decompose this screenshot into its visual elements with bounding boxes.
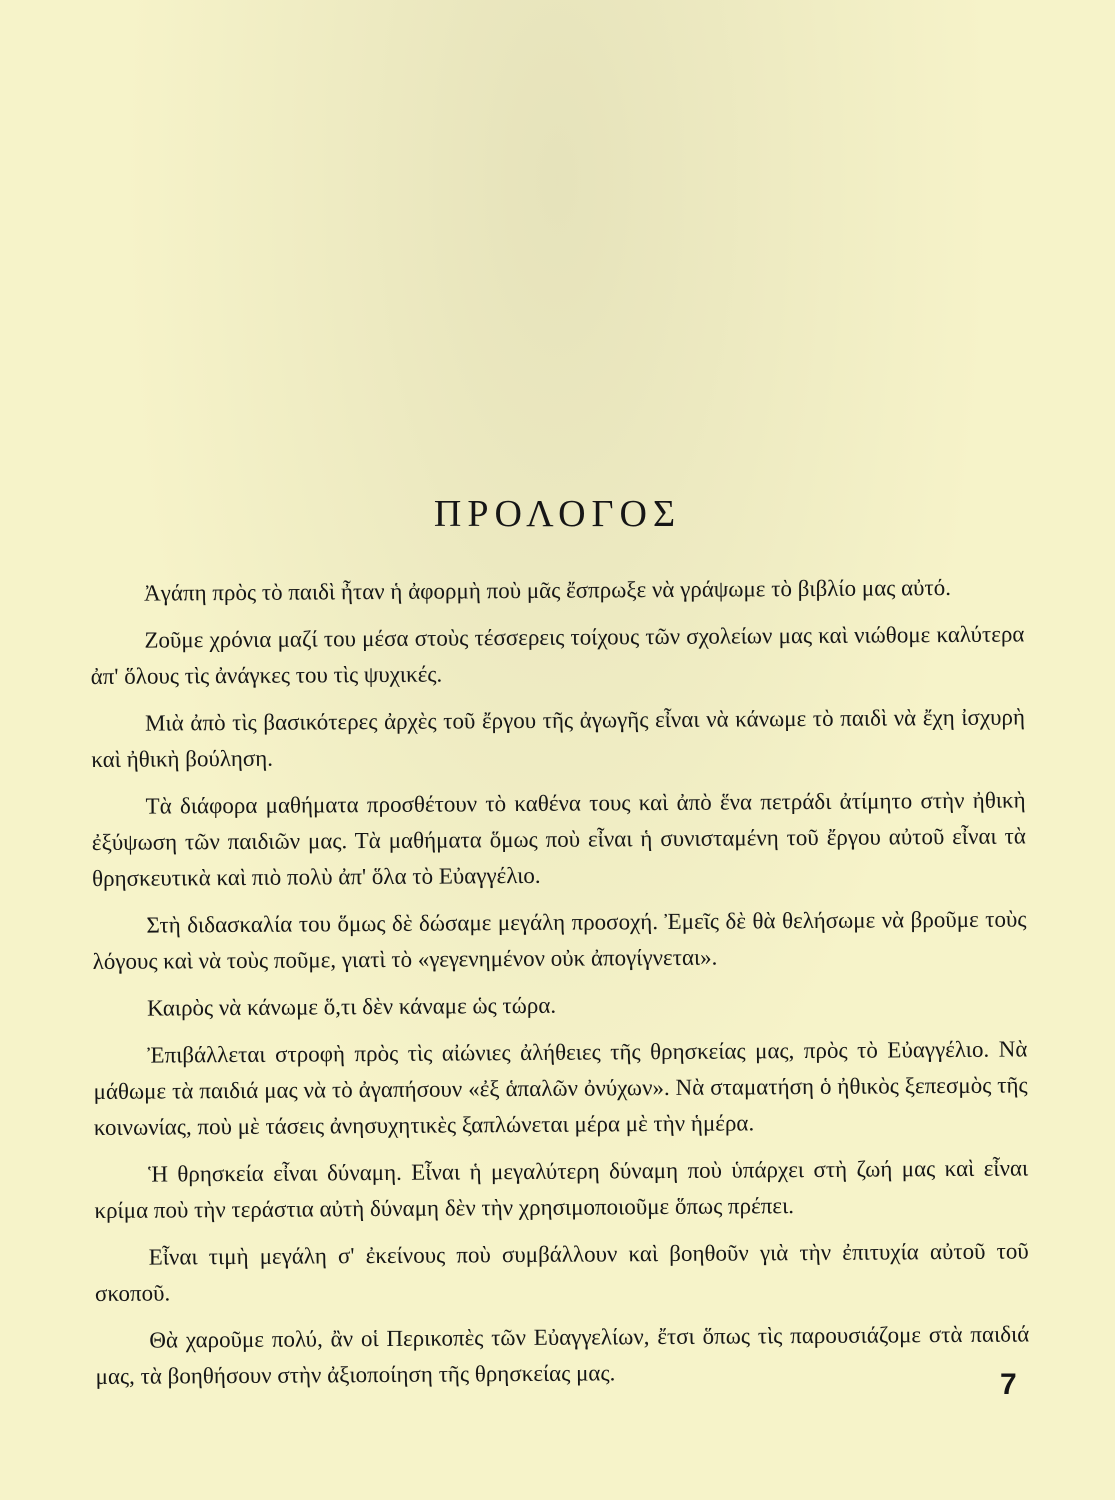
paragraph: Στὴ διδασκαλία του ὅμως δὲ δώσαμε μεγάλη προσοχή. Ἐμεῖς δὲ θὰ θελήσωμε νὰ βροῦμε τοὺς λόγους καὶ νὰ τοὺς ποῦμε, γιατὶ τὸ «γεγενημένον οὐκ ἀπογίγνεται».: [92, 906, 1027, 974]
prologue-text: [90, 569, 1030, 1406]
paragraph: Θὰ χαροῦμε πολύ, ἂν οἱ Περικοπὲς τῶν Εὐαγγελίων, ἔτσι ὅπως τὶς παρουσιάζομε στὰ παιδιά μας, τὰ βοηθήσουν στὴν ἀξιοποίηση τῆς θρησκείας μας.: [95, 1321, 1030, 1389]
page-number: 7: [1000, 1368, 1017, 1401]
paragraph: Ἡ θρησκεία εἶναι δύναμη. Εἶναι ἡ μεγαλύτερη δύναμη ποὺ ὑπάρχει στὴ ζωή μας καὶ εἶναι κρίμα ποὺ τὴν τεράστια αὐτὴ δύναμη δὲν τὴν χρησιμοποιοῦμε ὅπως πρέπει.: [94, 1155, 1029, 1223]
paragraph: Ἐπιβάλλεται στροφὴ πρὸς τὶς αἰώνιες ἀλήθειες τῆς θρησκείας μας, πρὸς τὸ Εὐαγγέλιο. Νὰ μάθωμε τὰ παιδιά μας νὰ τὸ ἀγαπήσουν «ἐξ ἁπαλῶν ὀνύχων». Νὰ σταματήση ὁ ἠθικὸς ξεπεσμὸς τῆς κοινωνίας, ποὺ μὲ τάσεις ἀνησυχητικὲς ξαπλώνεται μέρα μὲ τὴν ἡμέρα.: [93, 1036, 1028, 1140]
page-title: ΠΡΟΛΟΓΟΣ: [433, 493, 682, 535]
paragraph: Καιρὸς νὰ κάνωμε ὅ,τι δὲν κάναμε ὡς τώρα.: [146, 992, 557, 1021]
paragraph: Ἀγάπη πρὸς τὸ παιδὶ ἦταν ἡ ἀφορμὴ ποὺ μᾶς ἔσπρωξε νὰ γράψωμε τὸ βιβλίο μας αὐτό.: [144, 574, 952, 606]
paragraph: Εἶναι τιμὴ μεγάλη σ' ἐκείνους ποὺ συμβάλλουν καὶ βοηθοῦν γιὰ τὴν ἐπιτυχία αὐτοῦ τοῦ σκοποῦ.: [94, 1238, 1029, 1306]
paragraph: Τὰ διάφορα μαθήματα προσθέτουν τὸ καθένα τους καὶ ἀπὸ ἕνα πετράδι ἀτίμητο στὴν ἠθικὴ ἐξύψωση τῶν παιδιῶν μας. Τὰ μαθήματα ὅμως ποὺ εἶναι ἡ συνισταμένη τοῦ ἔργου αὐτοῦ εἶναι τὰ θρησκευτικὰ καὶ πιὸ πολὺ ἀπ' ὅλα τὸ Εὐαγγέλιο.: [91, 787, 1026, 891]
paragraph: Μιὰ ἀπὸ τὶς βασικότερες ἀρχὲς τοῦ ἔργου τῆς ἀγωγῆς εἶναι νὰ κάνωμε τὸ παιδὶ νὰ ἔχη ἰσχυρὴ καὶ ἠθικὴ βούληση.: [91, 704, 1026, 772]
paragraph: Ζοῦμε χρόνια μαζί του μέσα στοὺς τέσσερεις τοίχους τῶν σχολείων μας καὶ νιώθομε καλύτερα ἀπ' ὅλους τὶς ἀνάγκες του τὶς ψυχικές.: [90, 621, 1025, 689]
